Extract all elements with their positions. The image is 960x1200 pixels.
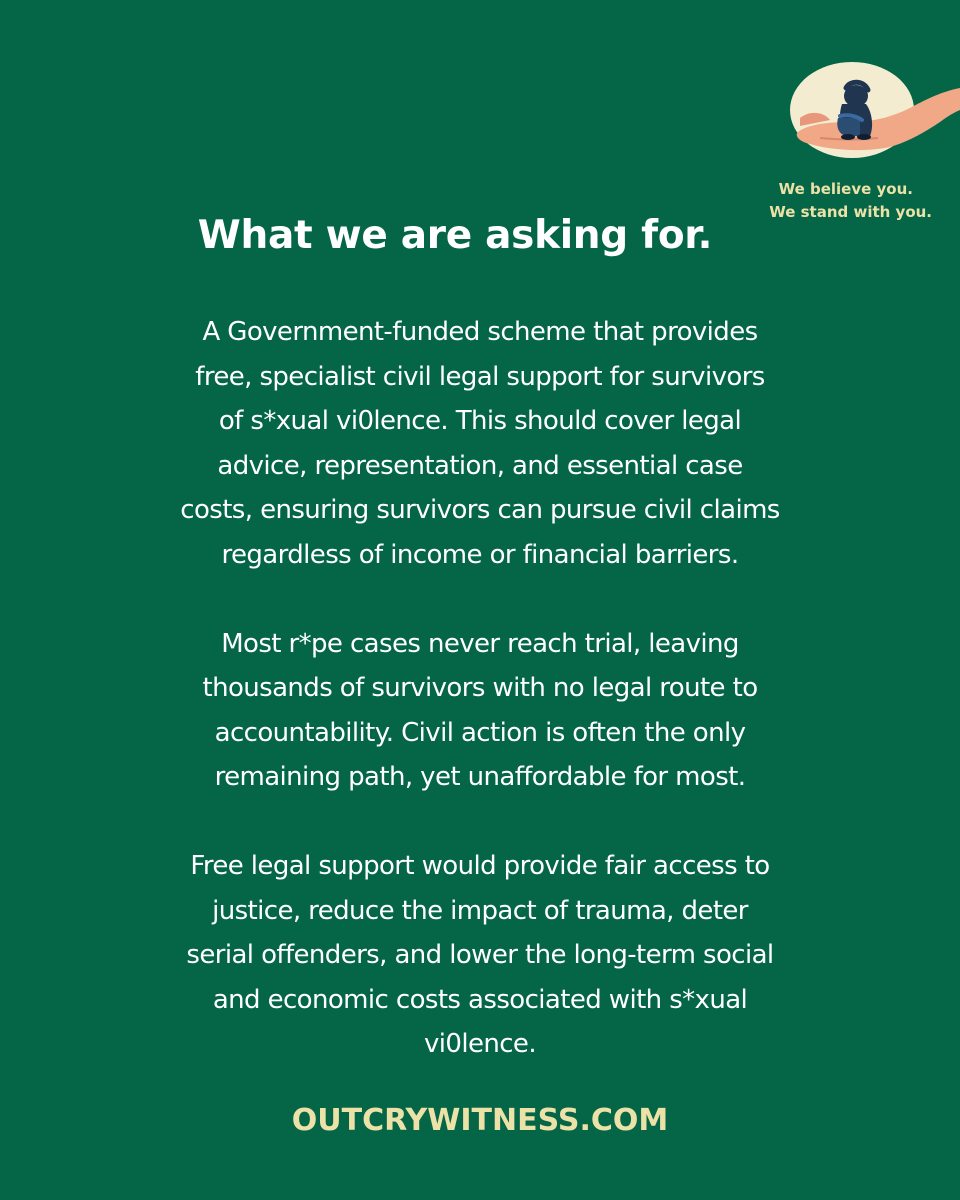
paragraph-benefits — [100, 844, 860, 1067]
website-link[interactable]: OUTCRYWITNESS.COM — [291, 1103, 669, 1138]
paragraph-line: vi0lence. — [423, 1029, 536, 1059]
tagline-line-1: We believe you. — [778, 180, 913, 198]
paragraph-line: of s*xual vi0lence. This should cover legal — [218, 406, 742, 436]
paragraph-request — [100, 310, 860, 577]
paragraph-line: Free legal support would provide fair access to — [190, 851, 770, 881]
paragraph-line: serial offenders, and lower the long-term social — [186, 940, 774, 970]
paragraph-context — [100, 622, 860, 800]
paragraph-line: remaining path, yet unaffordable for most. — [214, 762, 746, 792]
paragraph-line: regardless of income or financial barriers. — [221, 539, 739, 570]
paragraph-line: accountability. Civil action is often the only — [214, 717, 746, 748]
hand-holding-person-icon — [790, 60, 960, 160]
tagline-line-2: We stand with you. — [769, 203, 932, 221]
paragraph-line: thousands of survivors with no legal route to — [202, 673, 758, 703]
body-copy — [100, 310, 860, 1111]
paragraph-line: justice, reduce the impact of trauma, deter — [212, 895, 748, 926]
paragraph-line: A Government-funded scheme that provides — [202, 317, 758, 347]
page-title: What we are asking for. — [197, 213, 713, 258]
paragraph-line: and economic costs associated with s*xual — [212, 984, 748, 1015]
paragraph-line: advice, representation, and essential case — [217, 450, 743, 481]
paragraph-line: Most r*pe cases never reach trial, leaving — [221, 628, 739, 659]
paragraph-line: free, specialist civil legal support for survivors — [195, 361, 765, 392]
paragraph-line: costs, ensuring survivors can pursue civil claims — [180, 495, 780, 525]
